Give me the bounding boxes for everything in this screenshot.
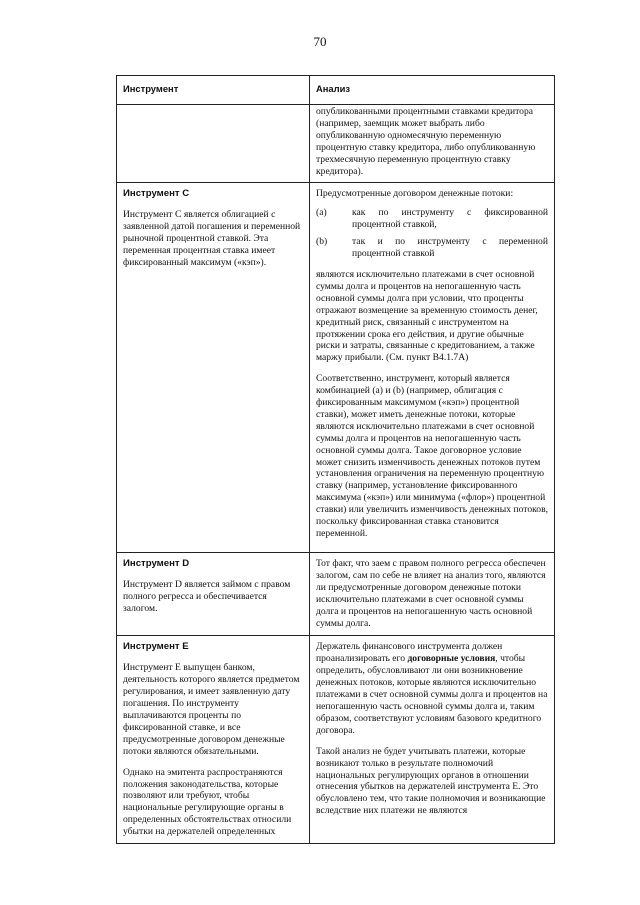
instrument-e-analysis-1-start: Держатель финансового инструмента должен проанализировать его [316,641,503,665]
instrument-e-title: Инструмент E [123,641,189,653]
instrument-e-description-2: Однако на эмитента распространяются положения законодательства, которые позволяют или требуют, чтобы национальные регулирующие органы в определенных обстоятельствах относили убытки на держателей определенных [123,766,292,838]
instrument-e-analysis-1 [316,641,548,736]
header-instrument: Инструмент [117,76,310,105]
list-item-b [316,236,548,260]
page-number: 70 [313,34,327,49]
list-marker-a: (a) [316,207,327,219]
table-header-row [117,76,555,105]
list-item-a [316,207,548,231]
empty-instrument-cell [117,105,310,183]
instrument-d-analysis-cell [310,553,555,636]
instrument-e-analysis-2: Такой анализ не будет учитывать платежи, которые возникают только в результате полномочий национальных регулирующих органов в отношении отнесения убытков на держателей инструмента E. Это обусловлено тем, что такие полномочия и возникающие вследствие них платежи не являются [316,745,546,817]
instrument-e-analysis-cell [310,636,555,844]
table-row-instrument-c [117,183,555,553]
instrument-c-para2: Соответственно, инструмент, который является комбинацией (a) и (b) (например, облигация с фиксированным максимумом («кэп») процентной ставки), может иметь денежные потоки, которые являются исключительно платежами в счет основной суммы долга и процентов на непогашенную часть основной суммы долга. Такое договорное условие может снизить изменчивость денежных потоков путем установления ограничения на переменную процентную ставку (например, установление фиксированного максимума («кэп») или минимума («флор») процентной ставки) или увеличить изменчивость денежных потоков, поскольку фиксированная ставка становится переменной. [316,373,549,539]
list-marker-b: (b) [316,236,328,248]
analysis-continuation: опубликованными процентными ставками кредитора (например, заемщик может выбрать либо опубликованную одномесячную переменную процентную ставку кредитора, либо опубликованную трехмесячную переменную процентную ставку кредитора). [316,106,536,177]
instrument-c-cell [117,183,310,553]
instrument-analysis-table [116,75,555,844]
instrument-d-description: Инструмент D является займом с правом полного регресса и обеспечивается залогом. [123,579,291,615]
instrument-d-cell [117,553,310,636]
table-row-instrument-d [117,553,555,636]
instrument-c-title: Инструмент C [123,188,190,200]
instrument-d-analysis: Тот факт, что заем с правом полного регресса обеспечен залогом, сам по себе не влияет на анализ того, являются ли предусмотренные договором денежные потоки исключительно платежами в счет основной суммы долга и процентов на непогашенную часть основной суммы долга. [316,558,546,629]
instrument-e-cell [117,636,310,844]
header-analysis: Анализ [310,76,555,105]
list-text-a: как по инструменту с фиксированной процентной ставкой, [352,207,548,231]
instrument-e-analysis-1-end: , чтобы определить, обусловливают ли они возникновение денежных потоков, которые являются исключительно платежами в счет основной суммы долга и процентов на непогашенную часть основной суммы долга и, таким образом, соответствуют условиям базового кредитного договора. [316,653,548,736]
instrument-c-analysis-cell [310,183,555,553]
analysis-cell [310,105,555,183]
instrument-c-para1: являются исключительно платежами в счет основной суммы долга и процентов на непогашенную часть основной суммы долга при условии, что проценты отражают возмещение за временную стоимость денег, кредитный риск, связанный с инструментом на протяжении срока его действия, и другие обычные риски и затраты, связанные с кредитованием, а также маржу прибыли. (См. пункт B4.1.7A) [316,268,538,364]
instrument-c-description: Инструмент C является облигацией с заявленной датой погашения и переменной рыночной процентной ставкой. Эта переменная процентная ставка имеет фиксированный максимум («кэп»). [123,209,301,268]
table-row-instrument-e [117,636,555,844]
list-text-b: так и по инструменту с переменной процентной ставкой [352,236,548,260]
table-row [117,105,555,183]
instrument-d-title: Инструмент D [123,558,190,570]
instrument-c-intro: Предусмотренные договором денежные потоки: [316,188,514,200]
instrument-e-description-1: Инструмент E выпущен банком, деятельность которого является предметом регулирования, и имеет заявленную дату погашения. По инструменту выплачиваются проценты по фиксированной ставке, и все предусмотренные договором денежные потоки являются обязательными. [123,662,300,757]
contract-terms-emphasis: договорные условия [407,653,496,665]
